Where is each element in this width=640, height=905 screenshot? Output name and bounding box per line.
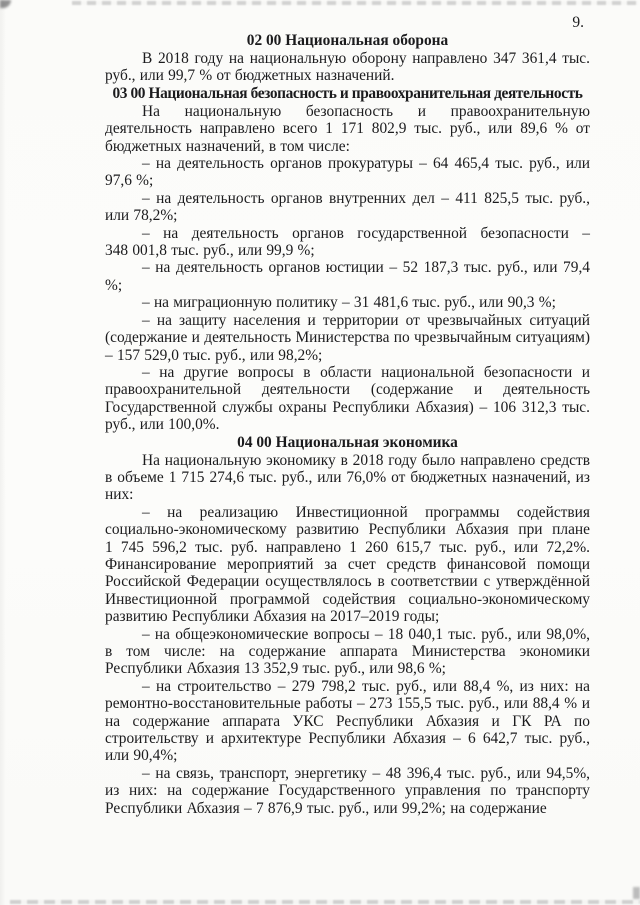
budget-item: – на миграционную политику – 31 481,6 тыс. руб., или 90,3 %; — [142, 294, 556, 312]
page-number: 9. — [572, 14, 584, 31]
section-03-intro-paragraph: На национальную безопасность и правоохранительную деятельность направлено всего 1 171 802,9 тыс. руб., или 89,6 % от бюджетных назначений, в том числе: — [105, 102, 590, 155]
section-heading-02-00: 02 00 Национальная оборона — [246, 32, 449, 49]
section-02-00-national-defense — [105, 32, 590, 85]
scan-shade-left-edge — [0, 0, 6, 905]
budget-item: – на деятельность органов государственной безопасности – 348 001,8 тыс. руб., или 99,9 %; — [105, 224, 590, 260]
section-03-00-national-security — [105, 85, 590, 434]
scan-smudge-top — [72, 1, 638, 5]
section-04-intro-paragraph: На национальную экономику в 2018 году было направлено средств в объеме 1 715 274,6 тыс. руб., или 76,0% от бюджетных назначений, из них: — [105, 451, 590, 504]
budget-item: – на деятельность органов внутренних дел – 411 825,5 тыс. руб., или 78,2%; — [105, 189, 590, 225]
budget-item: – на общеэкономические вопросы – 18 040,1 тыс. руб., или 98,0%, в том числе: на содержание аппарата Министерства экономики Республики Абхазия 13 352,9 тыс. руб., или 98,6 %; — [105, 625, 590, 678]
section-heading-03-00: 03 00 Национальная безопасность и правоохранительная деятельность — [112, 84, 583, 102]
budget-item: – на деятельность органов прокуратуры – 64 465,4 тыс. руб., или 97,6 %; — [105, 155, 590, 190]
budget-item: – на другие вопросы в области национальной безопасности и правоохранительной деятельности (содержание и деятельность Государственной службы охраны Республики Абхазия) – 106 312,3 тыс. руб., или 100,0%. — [105, 363, 590, 434]
budget-item: – на реализацию Инвестиционной программы содействия социально-экономическому развитию Республики Абхазия при плане 1 745 596,2 тыс. руб. направлено 1 260 615,7 тыс. руб., или 72,2%. Финансирование мероприятий за счет средств финансовой помощи Российской Федерации осуществлялось в соответствии с утверждённой Инвестиционной программой содействия социально-экономическому развитию Республики Абхазия на 2017–2019 годы; — [105, 503, 590, 626]
budget-item: – на защиту населения и территории от чрезвычайных ситуаций (содержание и деятельность Министерства по чрезвычайным ситуациям) – 157 529,0 тыс. руб., или 98,2%; — [105, 311, 590, 364]
budget-item: – на деятельность органов юстиции – 52 187,3 тыс. руб., или 79,4 %; — [105, 259, 590, 294]
section-04-00-national-economy — [105, 434, 590, 818]
budget-item: – на строительство – 279 798,2 тыс. руб., или 88,4 %, из них: на ремонтно-восстановительные работы – 273 155,5 тыс. руб., или 88,4 % и на содержание аппарата УКС Республики Абхазия и ГК РА по строительству и архитектуре Республики Абхазия – 6 642,7 тыс. руб., или 90,4%; — [105, 677, 590, 765]
section-02-intro-paragraph: В 2018 году на национальную оборону направлено 347 361,4 тыс. руб., или 99,7 % от бюджетных назначений. — [105, 50, 590, 85]
section-heading-04-00: 04 00 Национальная экономика — [237, 433, 458, 451]
budget-item: – на связь, транспорт, энергетику – 48 396,4 тыс. руб., или 94,5%, из них: на содержание Государственного управления по транспорту Республики Абхазия – 7 876,9 тыс. руб., или 99,2%; на содержание — [105, 764, 590, 817]
scan-spot-right-edge — [633, 887, 640, 899]
scan-smudge-bottom — [10, 900, 640, 904]
